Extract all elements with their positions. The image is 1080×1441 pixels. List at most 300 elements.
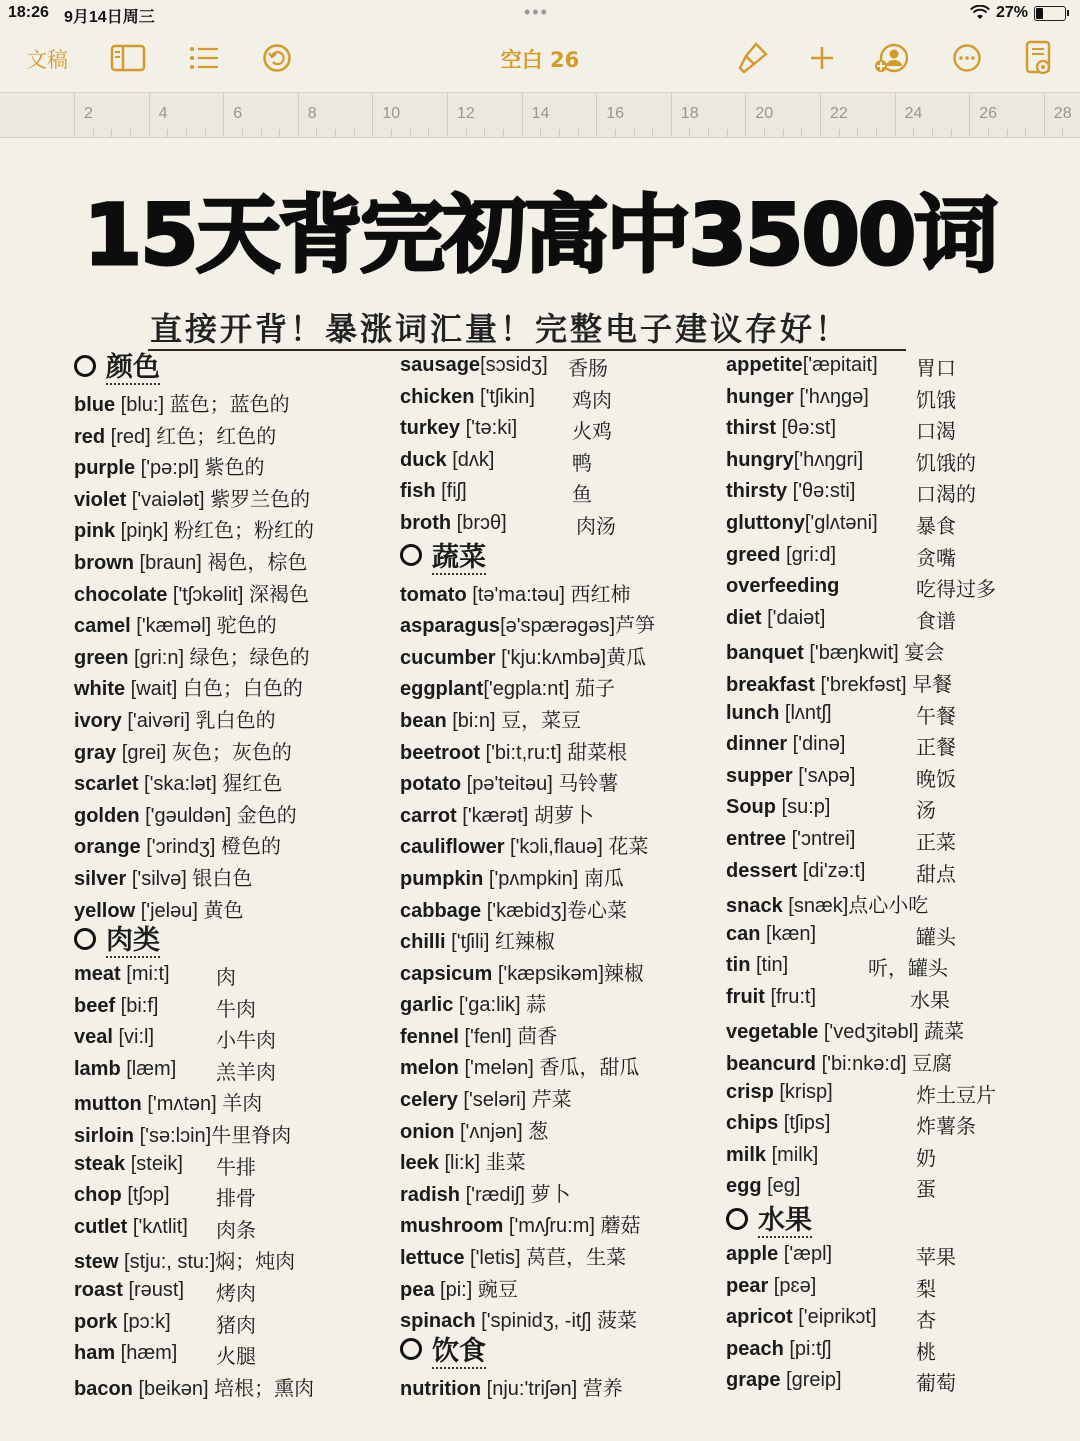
vocab-meaning: 罐头 <box>916 924 956 949</box>
vocab-word: capsicum <box>400 962 493 985</box>
vocab-entry <box>726 952 964 984</box>
ruler-minor-tick <box>708 129 709 137</box>
vocab-meaning: 猩红色 <box>222 771 283 796</box>
vocab-phonetic: [red] <box>105 425 157 448</box>
vocab-entry <box>400 447 655 479</box>
vocab-word: dinner <box>726 733 788 756</box>
vocab-word: golden <box>74 804 140 827</box>
ruler-minor-tick <box>857 129 858 137</box>
vocab-word: greed <box>726 543 781 566</box>
vocab-word: carrot <box>400 804 457 827</box>
vocab-word: chips <box>726 1112 779 1135</box>
ruler-minor-tick <box>111 129 112 137</box>
ruler[interactable] <box>0 92 1080 138</box>
ruler-minor-tick <box>484 129 485 137</box>
vocab-word: diet <box>726 606 762 629</box>
vocab-entry <box>726 921 964 953</box>
vocab-word: celery <box>400 1089 458 1112</box>
vocab-word: bean <box>400 709 447 732</box>
vocab-phonetic: [fru:t] <box>764 985 817 1008</box>
vocab-meaning: 蘑菇 <box>600 1213 641 1238</box>
ruler-minor-tick <box>1007 129 1008 137</box>
vocab-meaning: 胡萝卜 <box>533 802 594 827</box>
vocab-phonetic: ['vaiələt] <box>126 488 211 511</box>
vocab-phonetic: [vi:l] <box>112 1026 155 1049</box>
vocab-entry <box>400 578 655 610</box>
vocab-word: stew <box>74 1251 119 1274</box>
document-title[interactable]: 空白 26 <box>500 48 580 72</box>
vocab-word: white <box>74 678 126 701</box>
vocab-phonetic: ['gəuldən] <box>139 804 237 827</box>
vocab-entry <box>74 420 314 452</box>
ruler-minor-tick <box>1062 129 1063 137</box>
vocab-meaning: 饥饿 <box>916 387 956 412</box>
vocab-meaning: 南瓜 <box>583 865 624 890</box>
vocab-entry <box>74 736 314 768</box>
vocab-phonetic: [greip] <box>780 1369 842 1392</box>
vocab-phonetic: ['sə:lɔin] <box>134 1125 212 1148</box>
vocab-meaning: 豆腐 <box>912 1051 953 1076</box>
ruler-minor-tick <box>410 129 411 137</box>
vocab-meaning: 芹菜 <box>531 1087 572 1112</box>
vocab-phonetic: ['ɔrindʒ] <box>140 836 221 859</box>
vocab-entry <box>74 1151 314 1183</box>
ruler-minor-tick <box>503 129 504 137</box>
section-heading-label: 蔬菜 <box>432 541 486 573</box>
ruler-minor-tick <box>186 129 187 137</box>
vocab-meaning: 肉条 <box>216 1217 256 1242</box>
ruler-major-tick <box>149 93 150 137</box>
vocab-word: gluttony <box>726 511 805 534</box>
vocab-entry <box>726 1173 964 1205</box>
vocab-entry <box>726 352 964 384</box>
vocab-word: vegetable <box>726 1021 819 1044</box>
vocab-entry <box>726 447 976 479</box>
vocab-meaning: 褐色，棕色 <box>207 549 308 574</box>
vocab-phonetic: [hæm] <box>115 1342 178 1365</box>
vocab-phonetic: ['pʌmpkin] <box>483 867 584 890</box>
circle-bullet-icon <box>726 1208 748 1230</box>
vocab-phonetic: ['hʌŋgri] <box>793 448 864 471</box>
page-title: 15天背完初高中3500词 <box>83 186 997 284</box>
vocab-meaning: 苹果 <box>916 1245 956 1270</box>
ruler-label: 2 <box>84 105 93 122</box>
circle-bullet-icon <box>400 544 422 566</box>
vocab-phonetic: ['kærət] <box>456 804 534 827</box>
ruler-minor-tick <box>335 129 336 137</box>
status-date: 9月14日周三 <box>64 9 155 26</box>
vocab-phonetic: [bi:f] <box>115 994 159 1017</box>
vocab-word: chocolate <box>74 583 168 606</box>
vocab-entry <box>74 609 314 641</box>
vocab-word: fruit <box>726 985 765 1008</box>
vocab-word: beef <box>74 994 116 1017</box>
vocab-meaning: 粉红色；粉红的 <box>174 518 315 543</box>
vocab-word: scarlet <box>74 773 139 796</box>
vocab-word: eggplant <box>400 678 484 701</box>
section-heading-label: 饮食 <box>432 1335 486 1367</box>
vocab-entry <box>74 993 314 1025</box>
vocab-entry <box>726 763 964 795</box>
vocab-entry <box>726 826 964 858</box>
ruler-label: 12 <box>457 105 475 122</box>
vocab-word: fennel <box>400 1025 459 1048</box>
vocab-entry <box>74 767 314 799</box>
ruler-label: 20 <box>755 105 774 122</box>
ruler-label: 28 <box>1053 105 1072 122</box>
vocab-word: lamb <box>74 1057 121 1080</box>
vocab-meaning: 牛排 <box>216 1154 256 1179</box>
vocab-phonetic: ['hʌŋgə] <box>793 385 869 408</box>
vocab-entry <box>726 415 964 447</box>
vocab-meaning: 灰色；灰色的 <box>171 739 292 764</box>
vocab-meaning: 晚饭 <box>916 766 956 791</box>
vocab-word: beancurd <box>726 1053 817 1076</box>
ruler-major-tick <box>372 93 373 137</box>
vocab-phonetic: ['letis] <box>464 1247 527 1270</box>
vocab-entry <box>726 605 964 637</box>
vocab-word: spinach <box>400 1310 476 1333</box>
vocab-meaning: 桃 <box>916 1339 936 1364</box>
vocab-word: violet <box>74 488 127 511</box>
vocab-phonetic: ['brekfəst] <box>814 673 913 696</box>
vocab-meaning: 马铃薯 <box>558 771 619 796</box>
vocab-meaning: 水果 <box>910 987 950 1012</box>
vocab-word: lettuce <box>400 1247 465 1270</box>
vocab-phonetic: [bi:n] <box>446 709 502 732</box>
vocab-phonetic: [gri:n] <box>128 646 190 669</box>
vocab-phonetic: [stju:, stu:] <box>118 1251 216 1274</box>
circle-bullet-icon <box>74 928 96 950</box>
ruler-major-tick <box>522 93 523 137</box>
section-heading <box>400 1336 655 1372</box>
wifi-icon <box>970 5 990 21</box>
vocab-phonetic: ['kju:kʌmbə] <box>495 646 607 669</box>
vocab-word: crisp <box>726 1080 774 1103</box>
vocab-entry <box>400 1115 655 1147</box>
ruler-minor-tick <box>354 129 355 137</box>
vocab-phonetic: ['θə:sti] <box>787 480 856 503</box>
ruler-major-tick <box>298 93 299 137</box>
vocab-phonetic: ['ɔntrei] <box>786 827 856 850</box>
ruler-label: 14 <box>531 105 550 122</box>
vocab-phonetic: [θə:st] <box>776 417 837 440</box>
vocab-phonetic: ['tə:ki] <box>460 417 518 440</box>
ruler-major-tick <box>820 93 821 137</box>
vocab-entry <box>726 636 964 668</box>
vocab-word: potato <box>400 773 462 796</box>
section-heading-label: 水果 <box>758 1205 812 1237</box>
vocab-meaning: 茴香 <box>517 1023 558 1048</box>
vocab-meaning: 菠菜 <box>597 1308 637 1333</box>
ruler-minor-tick <box>242 129 243 137</box>
ruler-minor-tick <box>205 129 206 137</box>
section-heading <box>726 1205 964 1241</box>
vocab-entry <box>400 1020 655 1052</box>
vocab-word: pear <box>726 1274 769 1297</box>
vocab-word: thirsty <box>726 480 788 503</box>
vocab-word: peach <box>726 1337 784 1360</box>
vocab-meaning: 金色的 <box>236 802 297 827</box>
vocab-phonetic: ['ska:lət] <box>138 773 223 796</box>
vocab-meaning: 炸土豆片 <box>916 1082 996 1107</box>
vocab-entry <box>726 1241 964 1273</box>
ruler-major-tick <box>745 93 746 137</box>
vocab-phonetic: ['aivəri] <box>121 709 196 732</box>
vocab-meaning: 蔬菜 <box>924 1019 965 1044</box>
vocab-word: turkey <box>400 417 461 440</box>
vocab-phonetic: [rəust] <box>122 1279 185 1302</box>
vocab-meaning: 蒜 <box>526 992 547 1017</box>
vocab-phonetic: ['egpla:nt] <box>483 678 576 701</box>
vocab-word: orange <box>74 836 141 859</box>
vocab-entry <box>400 641 655 673</box>
vocab-entry <box>400 799 655 831</box>
vocab-word: can <box>726 922 761 945</box>
ruler-minor-tick <box>876 129 877 137</box>
document-options-icon[interactable] <box>1024 40 1054 76</box>
vocab-entry <box>726 1079 996 1111</box>
ruler-minor-tick <box>559 129 560 137</box>
vocab-meaning: 卷心菜 <box>567 897 628 922</box>
vocab-meaning: 营养 <box>582 1375 623 1400</box>
vocab-entry <box>74 1119 314 1151</box>
vocab-phonetic: [kæn] <box>760 922 817 945</box>
toolbar <box>0 30 1080 90</box>
add-icon[interactable] <box>808 44 836 72</box>
ruler-minor-tick <box>93 129 94 137</box>
vocab-word: brown <box>74 551 134 574</box>
vocab-entry <box>400 672 655 704</box>
vocab-entry <box>74 894 314 926</box>
vocab-meaning: 羔羊肉 <box>216 1059 276 1084</box>
vocab-meaning: 宴会 <box>904 640 945 665</box>
vocab-word: yellow <box>74 899 136 922</box>
vocab-entry <box>400 1178 655 1210</box>
vocab-entry <box>74 1056 314 1088</box>
ruler-minor-tick <box>839 129 840 137</box>
more-icon[interactable] <box>952 43 982 73</box>
vocab-word: cutlet <box>74 1215 128 1238</box>
vocab-phonetic: [gri:d] <box>780 543 837 566</box>
vocab-word: supper <box>726 764 793 787</box>
vocab-word: Soup <box>726 796 776 819</box>
ruler-minor-tick <box>913 129 914 137</box>
vocab-entry <box>400 736 655 768</box>
vocab-entry <box>400 352 655 384</box>
subtitle-underline <box>148 349 906 351</box>
vocab-phonetic: [dʌk] <box>446 448 495 471</box>
ruler-minor-tick <box>988 129 989 137</box>
battery-icon <box>1034 6 1066 21</box>
vocab-meaning: 蓝色；蓝色的 <box>169 392 290 416</box>
vocab-word: red <box>74 425 106 448</box>
ruler-label: 8 <box>307 105 317 122</box>
section-heading <box>74 925 314 961</box>
ruler-label: 6 <box>233 105 243 122</box>
vocab-entry <box>726 1142 964 1174</box>
vocab-phonetic: ['kæbidʒ] <box>481 899 568 922</box>
status-time: 18:26 <box>8 4 49 21</box>
vocab-entry <box>400 767 655 799</box>
vocab-word: chilli <box>400 931 446 954</box>
vocab-word: entree <box>726 827 787 850</box>
vocab-phonetic: [braun] <box>134 551 208 574</box>
vocab-word: egg <box>726 1175 762 1198</box>
ruler-major-tick <box>223 93 224 137</box>
vocab-word: tomato <box>400 583 467 606</box>
vocab-meaning: 茄子 <box>575 676 616 701</box>
vocab-phonetic: [blu:] <box>115 394 170 416</box>
vocab-meaning: 焖；炖肉 <box>215 1249 296 1274</box>
ruler-label: 4 <box>158 105 168 122</box>
format-brush-icon[interactable] <box>736 42 768 76</box>
multitask-dots-icon[interactable]: ••• <box>524 2 549 22</box>
vocab-meaning: 莴苣，生菜 <box>526 1245 627 1270</box>
vocab-meaning: 花菜 <box>608 834 649 859</box>
vocab-entry <box>74 1024 314 1056</box>
vocab-entry <box>74 961 314 993</box>
vocab-phonetic: [tʃips] <box>778 1112 831 1135</box>
vocab-meaning: 小牛肉 <box>216 1028 276 1053</box>
documents-button[interactable]: 文稿 <box>26 48 68 72</box>
vocab-phonetic: ['kæməl] <box>130 615 217 638</box>
vocab-word: sirloin <box>74 1125 135 1148</box>
vocab-word: overfeeding <box>726 575 840 598</box>
vocab-phonetic: ['mʌtən] <box>141 1093 223 1116</box>
vocab-entry <box>74 862 314 894</box>
vocab-entry <box>400 894 655 926</box>
vocab-meaning: 萝卜 <box>530 1181 571 1206</box>
vocab-phonetic: [pɛə] <box>768 1274 817 1297</box>
vocab-entry <box>726 384 964 416</box>
vocab-phonetic: ['sʌpə] <box>792 764 856 787</box>
vocab-phonetic: ['melən] <box>458 1057 540 1080</box>
vocab-meaning: 牛肉 <box>216 996 256 1021</box>
vocab-meaning: 胃口 <box>916 356 956 380</box>
collaborate-icon[interactable] <box>874 42 910 74</box>
vocab-entry <box>400 925 655 957</box>
ruler-minor-tick <box>261 129 262 137</box>
vocab-word: cucumber <box>400 646 496 669</box>
vocab-entry <box>400 1273 655 1305</box>
ruler-label: 16 <box>606 105 624 122</box>
vocab-meaning: 香瓜，甜瓜 <box>539 1055 640 1080</box>
ruler-minor-tick <box>578 129 579 137</box>
vocab-phonetic: ['æpitait] <box>802 354 878 376</box>
vocab-entry <box>400 510 655 542</box>
vocab-entry <box>74 546 314 578</box>
vocab-phonetic: ['bi:t,ru:t] <box>480 741 568 764</box>
ruler-minor-tick <box>801 129 802 137</box>
vocab-phonetic: [di'zə:t] <box>797 859 866 882</box>
vocab-phonetic: ['eiprikɔt] <box>792 1306 877 1329</box>
vocab-entry <box>400 1209 655 1241</box>
vocab-phonetic: ['rædiʃ] <box>460 1183 531 1206</box>
vocab-word: tin <box>726 954 751 977</box>
vocab-phonetic: ['æpl] <box>778 1243 833 1266</box>
ruler-minor-tick <box>615 129 616 137</box>
vocab-phonetic: ['glʌtəni] <box>804 511 878 534</box>
status-bar <box>0 0 1080 30</box>
section-heading <box>74 352 314 388</box>
circle-bullet-icon <box>74 355 96 377</box>
vocab-entry <box>726 510 964 542</box>
ruler-major-tick <box>1044 93 1045 137</box>
vocab-meaning: 黄瓜 <box>606 644 647 669</box>
vocab-phonetic: [pɔ:k] <box>117 1310 171 1333</box>
vocab-meaning: 银白色 <box>192 865 253 890</box>
vocab-phonetic: [tʃɔp] <box>121 1184 170 1207</box>
vocab-phonetic: [snæk] <box>782 895 849 918</box>
vocab-meaning: 鸭 <box>572 450 592 475</box>
vocab-meaning: 白色；白色的 <box>182 676 303 701</box>
ruler-label: 10 <box>382 105 401 122</box>
vocab-meaning: 肉汤 <box>576 513 616 538</box>
vocab-entry <box>726 668 964 700</box>
vocab-word: cauliflower <box>400 836 505 859</box>
ruler-major-tick <box>895 93 896 137</box>
vocab-phonetic: [ə'spærəgəs] <box>500 615 616 638</box>
vocab-word: hungry <box>726 448 794 471</box>
vocab-meaning: 火腿 <box>216 1344 256 1369</box>
vocab-word: chicken <box>400 385 475 408</box>
vocab-phonetic: ['kæpsikəm] <box>492 962 604 985</box>
vocab-entry <box>726 731 964 763</box>
vocab-entry <box>400 415 655 447</box>
vocab-meaning: 肉 <box>216 965 236 990</box>
vocab-meaning: 甜菜根 <box>567 739 628 764</box>
vocab-phonetic: ['daiət] <box>761 606 826 629</box>
vocab-phonetic: [pə'teitəu] <box>461 773 559 796</box>
vocab-word: silver <box>74 867 127 890</box>
ruler-major-tick <box>671 93 672 137</box>
vocab-word: bacon <box>74 1377 133 1400</box>
vocab-meaning: 汤 <box>916 798 936 823</box>
vocab-phonetic: ['kɔli,flauə] <box>504 836 609 859</box>
vocab-word: onion <box>400 1120 455 1143</box>
vocab-entry <box>74 483 314 515</box>
vocab-phonetic: [li:k] <box>438 1152 486 1175</box>
vocab-phonetic: ['seləri] <box>457 1089 532 1112</box>
ruler-minor-tick <box>316 129 317 137</box>
vocab-entry <box>726 984 964 1016</box>
vocab-entry <box>726 794 964 826</box>
vocab-column-3 <box>726 352 996 1399</box>
vocab-word: pink <box>74 520 116 543</box>
vocab-phonetic: [tə'ma:təu] <box>466 583 571 606</box>
vocab-meaning: 甜点 <box>916 861 956 886</box>
vocab-entry <box>74 1372 314 1404</box>
vocab-word: radish <box>400 1183 461 1206</box>
vocab-word: thirst <box>726 417 776 440</box>
vocab-entry <box>726 1015 964 1047</box>
page-subtitle: 直接开背！暴涨词汇量！完整电子建议存好！ <box>150 310 851 348</box>
vocab-phonetic: ['tʃili] <box>445 931 495 954</box>
vocab-word: leek <box>400 1152 439 1175</box>
ruler-minor-tick <box>130 129 131 137</box>
vocab-entry <box>74 641 314 673</box>
vocab-word: pumpkin <box>400 867 484 890</box>
vocab-entry <box>400 704 655 736</box>
vocab-word: dessert <box>726 859 798 882</box>
vocab-meaning: 奶 <box>916 1145 936 1170</box>
ruler-minor-tick <box>764 129 765 137</box>
vocab-phonetic: ['tʃikin] <box>474 385 535 408</box>
vocab-entry <box>400 988 655 1020</box>
vocab-meaning: 鱼 <box>572 482 592 507</box>
ruler-minor-tick <box>540 129 541 137</box>
